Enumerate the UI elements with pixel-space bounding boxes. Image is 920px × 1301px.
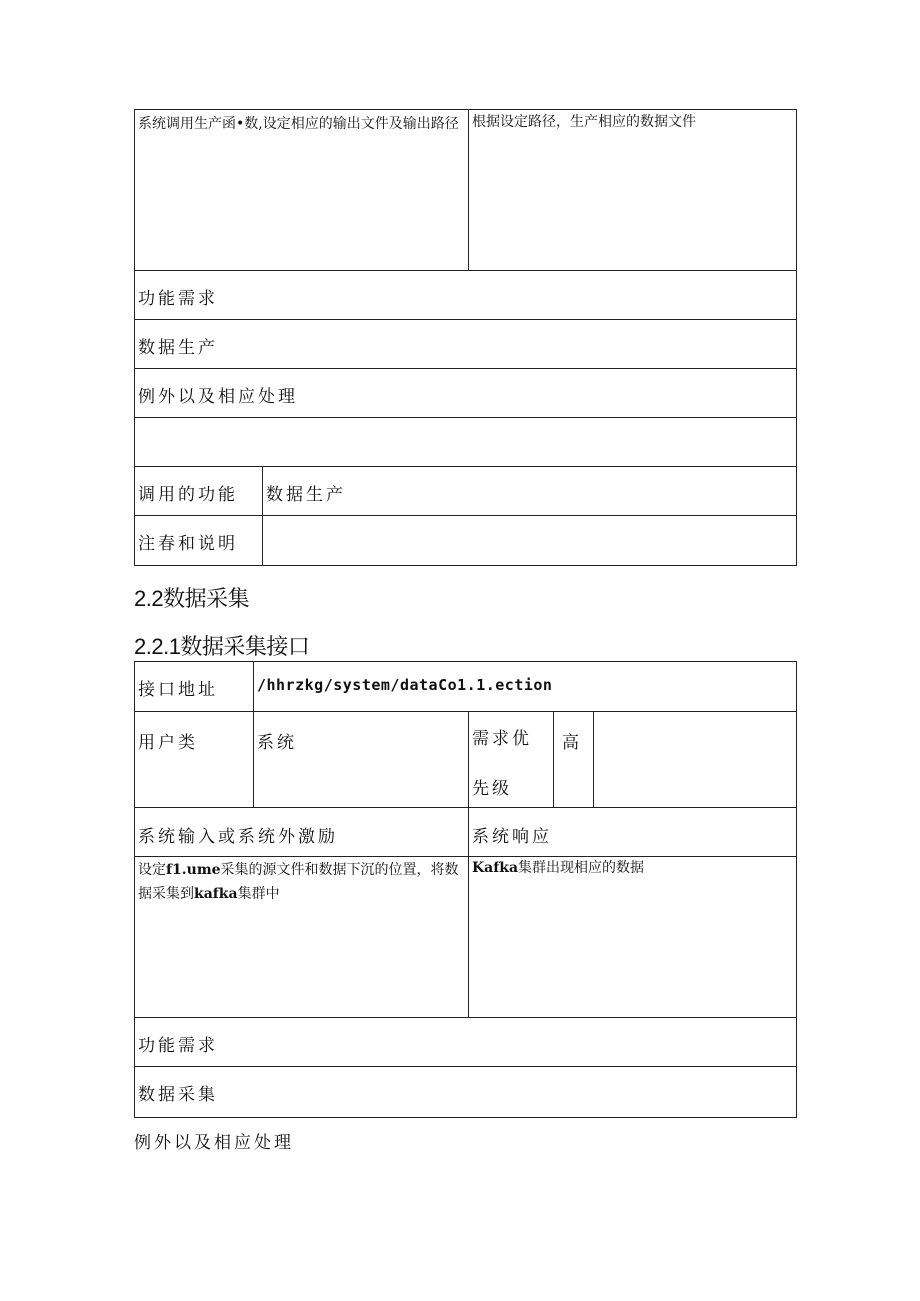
table1-divider [134,368,797,369]
user-class-value: 系统 [257,733,297,753]
priority-label: 需求优 [472,729,532,749]
priority-label: 先级 [472,779,512,799]
notes-label: 注春和说明 [138,534,238,554]
table1-divider [134,466,797,467]
called-function-label: 调用的功能 [138,485,238,505]
table1-divider [468,109,469,270]
system-input-label: 系统输入或系统外激励 [138,827,338,847]
system-input-text: 设定f1.ume采集的源文件和数据下沉的位置，将数据采集到kafka集群中 [138,862,459,902]
functional-requirement-value: 数据采集 [138,1085,218,1105]
table2-divider [134,1017,797,1018]
table1-divider [262,466,263,566]
table1-divider [134,417,797,418]
functional-requirement-value: 数据生产 [138,338,218,358]
exception-handling-label: 例外以及相应处理 [134,1133,294,1153]
functional-requirement-label: 功能需求 [138,1036,218,1056]
table2-divider [134,807,797,808]
system-response-label: 系统响应 [472,827,552,847]
table2-divider [134,711,797,712]
table2-divider [134,1066,797,1067]
system-response-text: Kafka集群出现相应的数据 [472,860,645,876]
interface-address-label: 接口地址 [138,680,218,700]
table2-divider [553,711,554,807]
priority-value: 高 [562,733,582,753]
called-function-value: 数据生产 [266,485,346,505]
system-input-text: 系统调用生产函•数,设定相应的输出文件及输出路径 [138,116,459,132]
table2-divider [468,711,469,807]
exception-handling-label: 例外以及相应处理 [138,387,298,407]
subsection-heading: 2.2.1数据采集接口 [134,634,310,659]
system-response-text: 根据设定路径，生产相应的数据文件 [472,114,696,130]
table2-divider [593,711,594,807]
interface-address-value: /hhrzkg/system/dataCo1.1.ection [257,676,553,694]
user-class-label: 用户类 [138,733,198,753]
functional-requirement-label: 功能需求 [138,289,218,309]
table2-divider [253,661,254,808]
section-heading: 2.2数据采集 [134,586,250,611]
table2-divider [468,807,469,1017]
table1-divider [134,319,797,320]
table1-divider [134,515,797,516]
table1-divider [134,270,797,271]
